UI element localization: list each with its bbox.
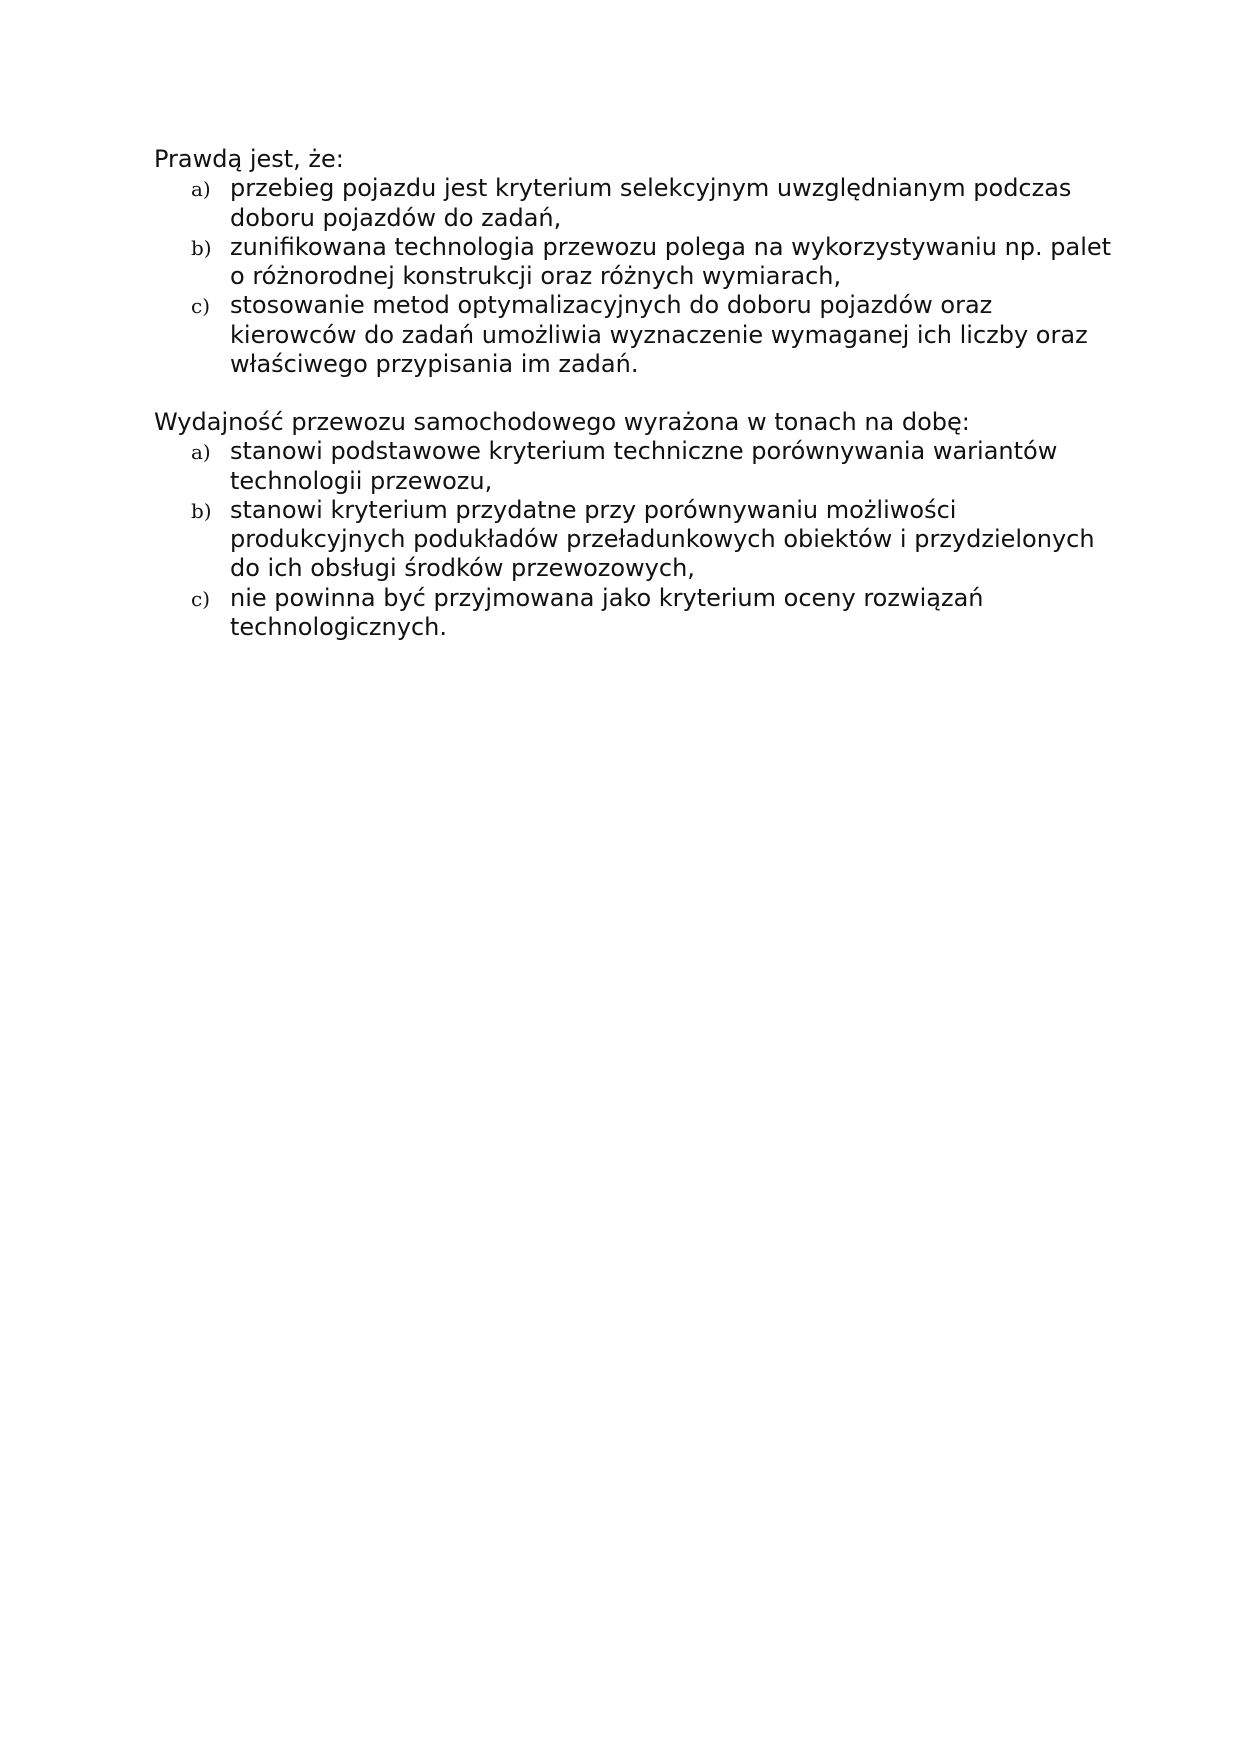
- answer-option-b: [154, 233, 1114, 292]
- answer-option-c: [154, 584, 1114, 643]
- option-letter: b): [191, 498, 212, 523]
- option-text: przebieg pojazdu jest kryterium selekcyjnym uwzględnianym podczas doboru pojazdów do zadań,: [230, 174, 1072, 232]
- answer-option-b: [154, 496, 1114, 584]
- option-text: nie powinna być przyjmowana jako kryterium oceny rozwiązań technologicznych.: [230, 583, 984, 642]
- option-letter: c): [191, 586, 211, 611]
- answer-option-c: [154, 291, 1114, 379]
- option-text: zunifikowana technologia przewozu polega na wykorzystywaniu np. palet o różnorodnej konstrukcji oraz różnych wymiarach,: [230, 232, 1112, 291]
- option-text: stanowi podstawowe kryterium techniczne porównywania wariantów technologii przewozu,: [230, 437, 1058, 495]
- question-2: [154, 408, 1114, 642]
- option-letter: c): [191, 294, 211, 319]
- question-1: [154, 145, 1114, 379]
- question-stem: Wydajność przewozu samochodowego wyrażona w tonach na dobę:: [154, 408, 970, 436]
- option-letter: a): [191, 440, 211, 465]
- answer-options: [154, 437, 1114, 642]
- question-stem: Prawdą jest, że:: [154, 145, 344, 173]
- option-text: stosowanie metod optymalizacyjnych do doboru pojazdów oraz kierowców do zadań umożliwia wyznaczenie wymaganej ich liczby oraz właściwego przypisania im zadań.: [230, 291, 1088, 379]
- option-text: stanowi kryterium przydatne przy porównywaniu możliwości produkcyjnych podukładów przeładunkowych obiektów i przydzielonych do ich obsługi środków przewozowych,: [230, 495, 1095, 583]
- answer-options: [154, 174, 1114, 379]
- answer-option-a: [154, 437, 1114, 496]
- option-letter: b): [191, 235, 212, 260]
- option-letter: a): [191, 177, 211, 202]
- answer-option-a: [154, 174, 1114, 233]
